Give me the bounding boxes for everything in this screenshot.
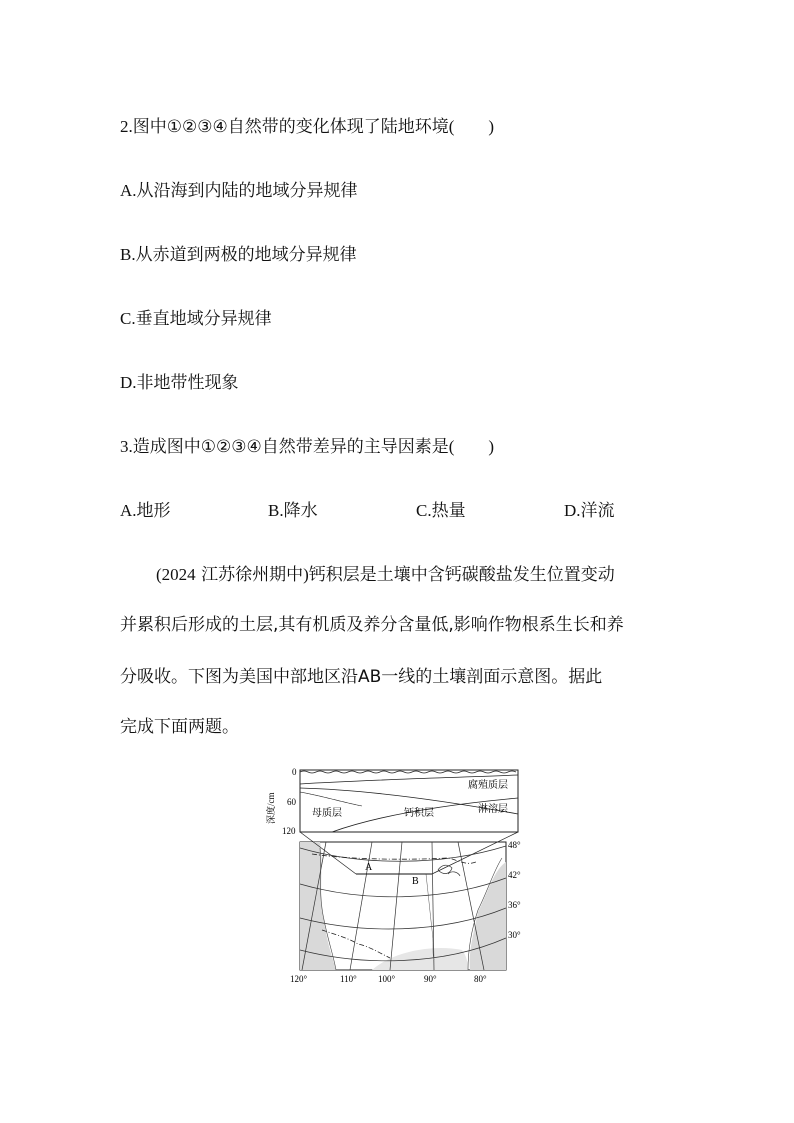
depth-axis-label: 深度/cm bbox=[266, 792, 276, 824]
source-close: ) bbox=[303, 565, 309, 584]
option-label: C. bbox=[120, 309, 136, 328]
lon-label-90: 90° bbox=[424, 974, 437, 984]
lat-label-36: 36° bbox=[508, 900, 521, 910]
lon-label-80: 80° bbox=[474, 974, 487, 984]
point-a-label: A bbox=[365, 862, 373, 873]
option-label: A. bbox=[120, 501, 137, 520]
q3-option-a bbox=[120, 496, 171, 521]
q2-option-a bbox=[120, 176, 358, 201]
calcic-layer-label: 钙积层 bbox=[404, 808, 434, 819]
q2-option-d bbox=[120, 368, 239, 393]
intro-line-4: 完成下面两题。 bbox=[120, 717, 239, 737]
option-label: B. bbox=[268, 501, 284, 520]
parent-material-label: 母质层 bbox=[312, 808, 342, 819]
q3-stem bbox=[120, 432, 494, 457]
option-text: 非地带性现象 bbox=[136, 373, 239, 393]
source-open: (2024 bbox=[156, 565, 196, 584]
humus-layer-label: 腐殖质层 bbox=[468, 780, 508, 791]
intro-line-3: 分吸收。下图为美国中部地区沿AB一线的土壤剖面示意图。据此 bbox=[120, 667, 603, 687]
lat-label-42: 42° bbox=[508, 870, 521, 880]
intro-line-1 bbox=[156, 560, 615, 585]
point-b-label: B bbox=[412, 876, 419, 887]
option-label: B. bbox=[120, 245, 136, 264]
option-text: 从沿海到内陆的地域分异规律 bbox=[136, 181, 358, 201]
option-text: 从赤道到两极的地域分异规律 bbox=[135, 245, 357, 265]
lat-label-30: 30° bbox=[508, 930, 521, 940]
intro-text: 钙积层是土壤中含钙碳酸盐发生位置变动 bbox=[308, 565, 615, 585]
depth-tick-120: 120 bbox=[282, 826, 296, 836]
option-label: D. bbox=[564, 501, 581, 520]
q3-option-c bbox=[416, 496, 466, 521]
eluvial-layer-label: 淋溶层 bbox=[478, 804, 508, 815]
source-name: 江苏徐州期中 bbox=[201, 565, 304, 585]
lon-label-120: 120° bbox=[290, 974, 308, 984]
option-text: 降水 bbox=[283, 501, 318, 521]
depth-tick-0: 0 bbox=[292, 767, 297, 777]
option-label: D. bbox=[120, 373, 137, 392]
q3-stem-text: 造成图中①②③④自然带差异的主导因素是 bbox=[132, 437, 449, 457]
q2-option-c bbox=[120, 304, 272, 329]
option-text: 热量 bbox=[431, 501, 466, 521]
q2-option-b bbox=[120, 240, 357, 265]
soil-profile-map-figure bbox=[262, 762, 532, 987]
lat-label-48: 48° bbox=[508, 840, 521, 850]
option-text: 地形 bbox=[136, 501, 171, 521]
option-text: 垂直地域分异规律 bbox=[135, 309, 272, 329]
q3-option-b bbox=[268, 496, 318, 521]
lon-label-110: 110° bbox=[340, 974, 357, 984]
option-label: C. bbox=[416, 501, 432, 520]
option-text: 洋流 bbox=[580, 501, 615, 521]
q3-number: 3. bbox=[120, 437, 133, 456]
option-label: A. bbox=[120, 181, 137, 200]
lon-label-100: 100° bbox=[378, 974, 396, 984]
q3-answer-paren: ( ) bbox=[448, 437, 495, 456]
intro-line-2: 并累积后形成的土层,其有机质及养分含量低,影响作物根系生长和养 bbox=[120, 615, 624, 635]
q2-number: 2. bbox=[120, 117, 133, 136]
q2-stem bbox=[120, 112, 494, 137]
q2-stem-text: 图中①②③④自然带的变化体现了陆地环境 bbox=[132, 117, 449, 137]
depth-tick-60: 60 bbox=[287, 797, 296, 807]
q2-answer-paren: ( ) bbox=[448, 117, 495, 136]
q3-option-d bbox=[564, 496, 615, 521]
